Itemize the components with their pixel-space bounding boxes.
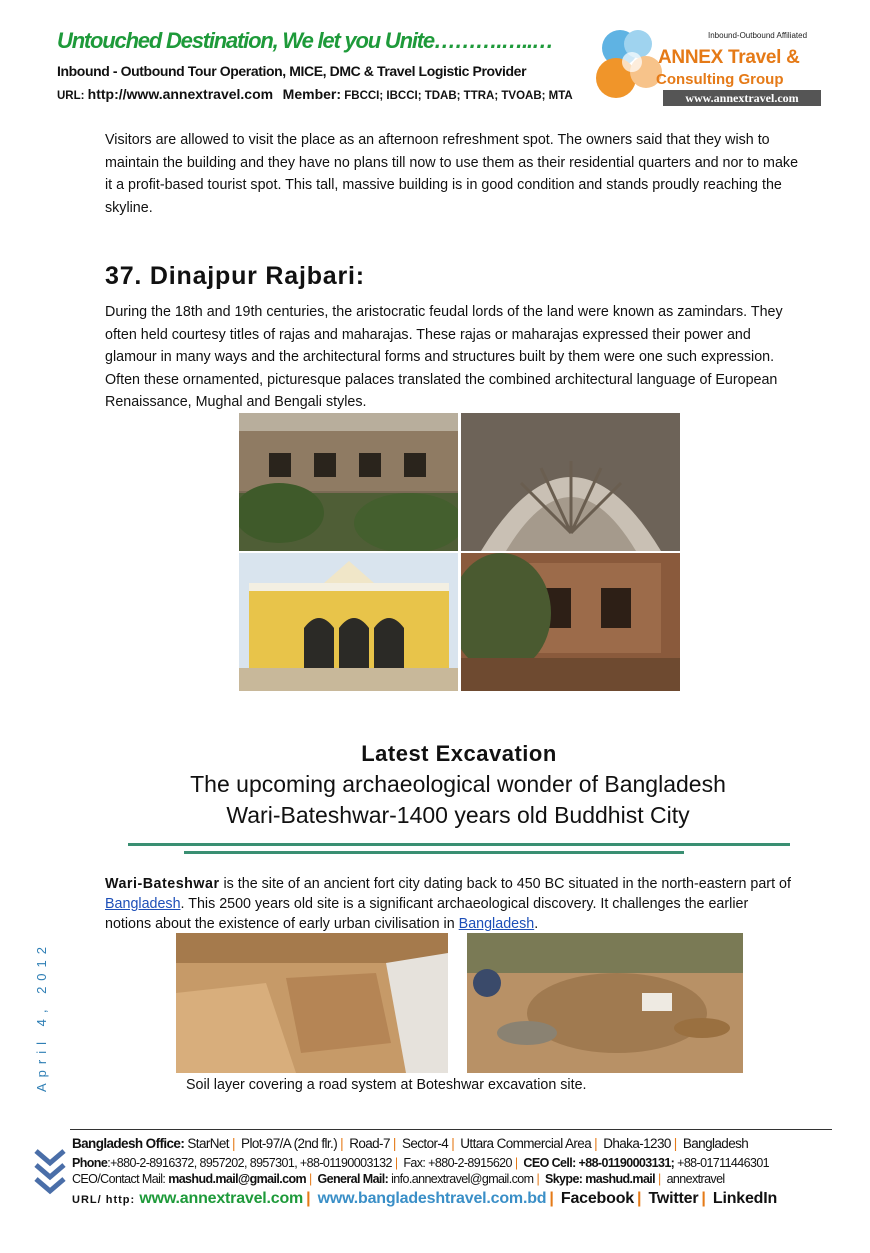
excavation-caption: Soil layer covering a road system at Boteshwar excavation site. <box>186 1077 587 1093</box>
header-subtitle: Inbound - Outbound Tour Operation, MICE, DMC & Travel Logistic Provider <box>57 63 527 79</box>
header-url-line <box>57 86 573 102</box>
rajbari-photo-arch-detail <box>461 413 680 551</box>
url-label: URL: <box>57 90 85 102</box>
header-tagline: Untouched Destination, We let you Unite……….…..… <box>57 28 553 53</box>
office-part: Road-7 <box>349 1136 390 1151</box>
excavation-paragraph <box>105 874 795 934</box>
excavation-lead: Wari-Bateshwar <box>105 876 220 892</box>
footer-rule <box>70 1129 832 1130</box>
contact-mail-label: CEO/Contact Mail: <box>72 1172 166 1186</box>
office-part: StarNet <box>187 1136 229 1151</box>
logo-url: www.annextravel.com <box>663 90 821 106</box>
excavation-photo-soil-layers <box>176 933 448 1073</box>
section-heading: 37. Dinajpur Rajbari: <box>105 262 365 290</box>
phone-numbers: :+880-2-8916372, 8957202, 8957301, +88-01190003132 <box>107 1156 392 1170</box>
footer-phone-line: Phone:+880-2-8916372, 8957202, 8957301, +88-01190003132 | Fax: +880-2-8915620 | CEO Cell: +88-01190003131; +88-01711446301 <box>72 1156 770 1170</box>
office-part: Plot-97/A (2nd flr.) <box>241 1136 338 1151</box>
logo-subtitle: Consulting Group <box>656 71 784 88</box>
member-list: FBCCI; IBCCI; TDAB; TTRA; TVOAB; MTA <box>344 90 573 102</box>
side-date: April 4, 2012 <box>34 941 49 1092</box>
footer-url-label: URL/ http: <box>72 1194 136 1206</box>
footer-office-line: Bangladesh Office: StarNet | Plot-97/A (2nd flr.) | Road-7 | Sector-4 | Uttara Commercial Area | Dhaka-1230 | Bangladesh <box>72 1136 749 1151</box>
general-mail[interactable]: info.annextravel@gmail.com <box>391 1172 534 1186</box>
twitter-link[interactable]: Twitter <box>648 1190 699 1207</box>
office-part: Bangladesh <box>682 1136 749 1151</box>
member-label: Member: <box>282 86 342 102</box>
facebook-link[interactable]: Facebook <box>560 1190 634 1207</box>
header-url-link[interactable]: http://www.annextravel.com <box>87 86 274 102</box>
divider-line <box>128 843 790 846</box>
divider-line-short <box>184 851 684 854</box>
skype-label: Skype: mashud.mail <box>544 1172 656 1186</box>
ceo-cell: +88-01190003131; <box>578 1156 675 1170</box>
office-part: Uttara Commercial Area <box>460 1136 592 1151</box>
excavation-photo-workers <box>467 933 743 1073</box>
footer-url-annextravel[interactable]: www.annextravel.com <box>139 1190 304 1207</box>
linkedin-link[interactable]: LinkedIn <box>712 1190 778 1207</box>
bangladesh-link-2[interactable]: Bangladesh <box>458 916 535 932</box>
excavation-subtitle-1: The upcoming archaeological wonder of Bangladesh <box>190 771 726 797</box>
rajbari-photo-ruins-facade <box>239 413 458 551</box>
office-part: Sector-4 <box>401 1136 449 1151</box>
company-logo <box>590 24 830 110</box>
phone-label: Phone <box>72 1156 108 1170</box>
ceo-cell-2: +88-01711446301 <box>677 1156 770 1170</box>
footer-url-bangladeshtravel[interactable]: www.bangladeshtravel.com.bd <box>317 1190 547 1207</box>
chevron-down-icon <box>33 1147 67 1199</box>
affiliated-label: Inbound-Outbound Affiliated <box>708 31 808 40</box>
bangladesh-link-1[interactable]: Bangladesh <box>105 896 181 912</box>
excavation-text-3: . <box>534 916 539 932</box>
footer-links-line: URL/ http: www.annextravel.com | www.bangladeshtravel.com.bd | Facebook | Twitter | LinkedIn <box>72 1190 778 1207</box>
rajbari-photo-overgrown-ruins <box>461 553 680 691</box>
footer-mail-line: CEO/Contact Mail: mashud.mail@gmail.com | General Mail: info.annextravel@gmail.com | Skype: mashud.mail | annextravel <box>72 1172 725 1186</box>
skype-2: annextravel <box>666 1172 725 1186</box>
ceo-cell-label: CEO Cell: <box>523 1156 576 1170</box>
logo-title: ANNEX Travel & <box>658 47 800 68</box>
excavation-subtitle-2: Wari-Bateshwar-1400 years old Buddhist City <box>226 802 690 828</box>
fax-number: Fax: +880-2-8915620 <box>403 1156 512 1170</box>
office-label: Bangladesh Office: <box>72 1136 185 1151</box>
office-part: Dhaka-1230 <box>603 1136 671 1151</box>
excavation-text-2: . This 2500 years old site is a significant archaeological discovery. It challenges the earlier notions about the existence of early urban civilisation in <box>105 896 749 932</box>
general-mail-label: General Mail: <box>317 1172 389 1186</box>
excavation-text-1: is the site of an ancient fort city dating back to 450 BC situated in the north-eastern part of <box>219 876 791 892</box>
intro-paragraph: Visitors are allowed to visit the place as an afternoon refreshment spot. The owners said that they wish to maintain the building and they have no plans till now to use them as their residential quarters and nor to make it a profit-based tourist spot. This tall, massive building is in good condition and stands proudly reaching the skyline. <box>105 132 799 216</box>
rajbari-photo-yellow-palace <box>239 553 458 691</box>
contact-mail[interactable]: mashud.mail@gmail.com <box>168 1172 307 1186</box>
section-paragraph: During the 18th and 19th centuries, the aristocratic feudal lords of the land were known as zamindars. They often held courtesy titles of rajas and maharajas. These rajas or maharajas expressed their power and glamour in many ways and the architectural forms and structures built by them were one such expression. Often these ornamented, picturesque palaces translated the combined architectural language of European Renaissance, Mughal and Bengali styles. <box>105 304 783 410</box>
excavation-title: Latest Excavation <box>361 741 557 766</box>
